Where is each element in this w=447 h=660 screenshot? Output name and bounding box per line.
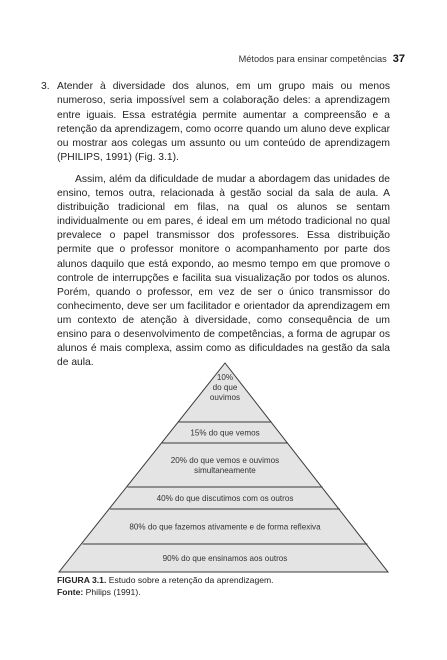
figure-caption [57, 575, 397, 598]
pyramid-level-label: 10% [216, 373, 234, 382]
page-number: 37 [392, 53, 405, 65]
caption-text: Estudo sobre a retenção da aprendizagem. [108, 575, 274, 585]
pyramid-diagram [57, 361, 390, 573]
body-paragraph: Assim, além da dificuldade de mudar a abordagem das unidades de ensino, temos outra, relacionada à gestão social da sala de aula. A distribuição tradicional em filas, na qual os alunos se sentam individualmente ou em pares, é ideal em um método tradicional no qual prevalece o papel transmissor dos professores. Essa distribuição permite que o professor monitore o acompanhamento por parte dos alunos daquilo que está expondo, ao mesmo tempo em que promove o controle de interrupções e facilita sua visualização por todos os alunos. Porém, quando o professor, em vez de ser o único transmissor do conhecimento, deve ser um facilitador e orientador da aprendizagem em um contexto de atenção à diversidade, como consequência de um ensino para o desenvolvimento de competências, a forma de agrupar os alunos é mais complexa, assim como as dificuldades na gestão da sala de aula. [57, 174, 390, 369]
pyramid-level-label: ouvimos [209, 393, 241, 402]
source-label: Fonte: [57, 586, 84, 597]
source-text: Philips (1991). [85, 586, 141, 597]
retention-pyramid-figure [57, 361, 390, 573]
pyramid-level-6 [163, 554, 288, 563]
pyramid-level-label: 80% do que fazemos ativamente e de forma reflexiva [129, 522, 321, 532]
numbered-list-item [41, 80, 390, 166]
pyramid-level-label: 40% do que discutimos com os outros [156, 494, 294, 503]
caption-label: FIGURA 3.1. [57, 575, 107, 585]
source-line [57, 587, 397, 599]
pyramid-level-label: do que [212, 383, 238, 392]
running-title: Métodos para ensinar competências [238, 54, 387, 64]
pyramid-level-5 [129, 523, 321, 532]
pyramid-level-label: 90% do que ensinamos aos outros [162, 554, 288, 563]
caption-line [57, 575, 397, 587]
list-item-text: Atender à diversidade dos alunos, em um grupo mais ou menos numeroso, seria impossível sem a colaboração deles: a aprendizagem entre iguais. Essa estratégia permite aumentar a compreensão e a retenção da aprendizagem, como ocorre quando um aluno deve explicar ou mostrar aos colegas um assunto ou um conteúdo de aprendizagem (PHILIPS, 1991) (Fig. 3.1). [57, 81, 390, 164]
running-header [239, 53, 405, 65]
pyramid-level-label: 15% do que vemos [190, 428, 260, 438]
pyramid-level-label: 20% do que vemos e ouvimos [170, 456, 280, 465]
pyramid-level-4 [157, 494, 294, 503]
list-item-number: 3. [41, 81, 50, 92]
pyramid-level-2 [190, 429, 259, 438]
pyramid-level-label: simultaneamente [194, 466, 256, 475]
